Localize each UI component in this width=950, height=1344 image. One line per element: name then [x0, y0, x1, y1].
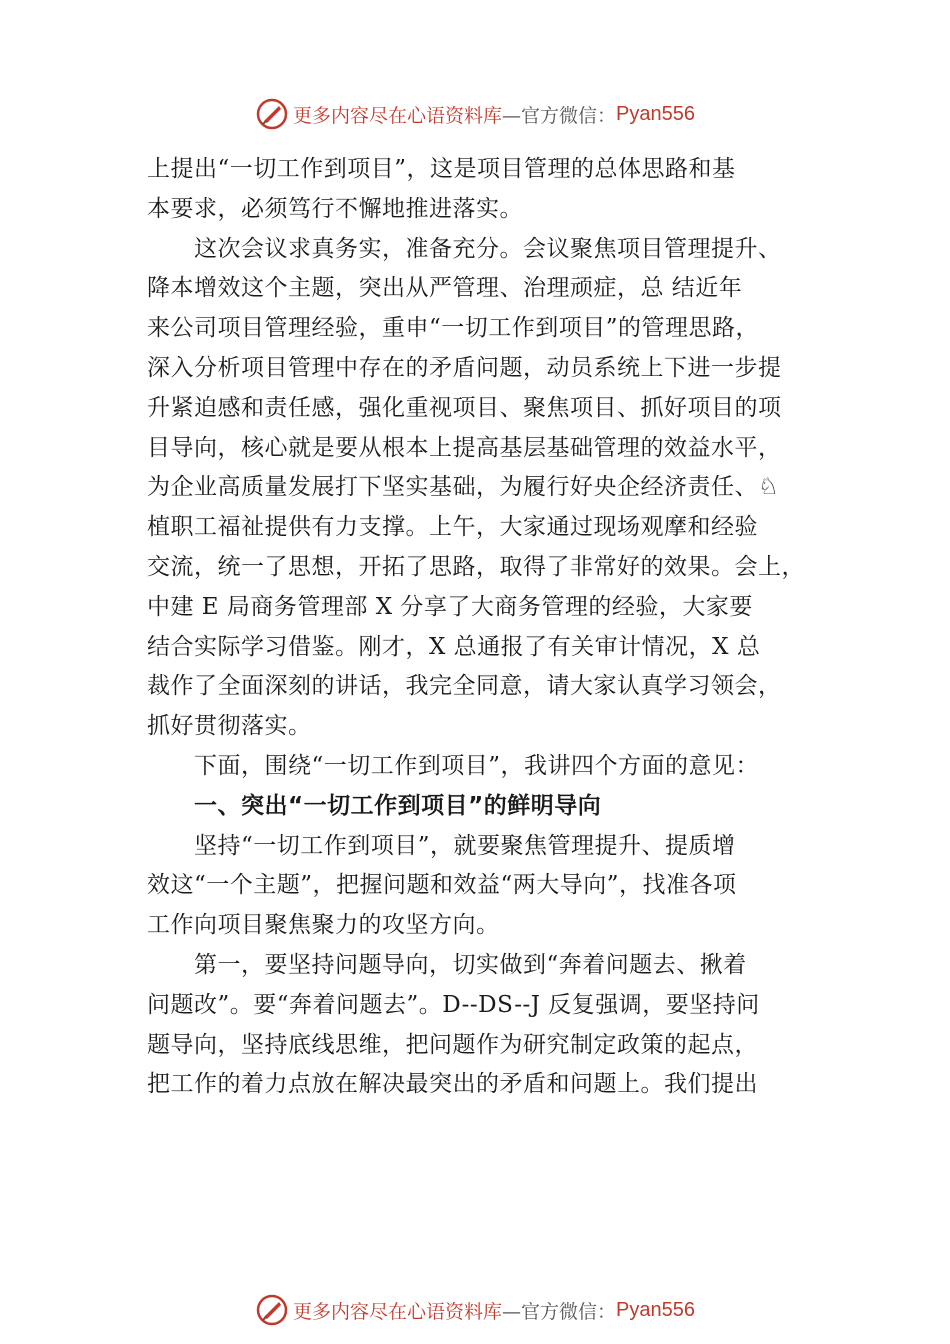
body-line: 抓好贯彻落实。: [147, 713, 312, 740]
body-line: 坚持“一切工作到项目”，就要聚焦管理提升、提质增: [147, 832, 736, 859]
body-line: 工作向项目聚焦聚力的攻坚方向。: [147, 912, 500, 939]
quill-seal-logo-icon: [255, 97, 289, 131]
body-line: 本要求，必须笃行不懈地推进落实。: [147, 195, 523, 222]
body-line: 第一，要坚持问题导向，切实做到“奔着问题去、揪着: [147, 951, 747, 978]
body-line: 植职工福祉提供有力支撑。上午，大家通过现场观摩和经验: [147, 514, 758, 541]
banner-wechat-label: —官方微信：: [502, 104, 617, 127]
header-banner: [0, 94, 950, 134]
body-line: 这次会议求真务实，准备充分。会议聚焦项目管理提升、: [147, 235, 782, 262]
banner-title: 更多内容尽在心语资料库: [293, 1300, 503, 1323]
body-line: 下面，围绕“一切工作到项目”，我讲四个方面的意见：: [147, 752, 760, 779]
body-line: 降本增效这个主题，突出从严管理、治理顽症，总 结近年: [147, 275, 743, 302]
body-line: 交流，统一了思想，开拓了思路，取得了非常好的效果。会上，: [147, 553, 805, 580]
banner-title: 更多内容尽在心语资料库: [293, 104, 503, 127]
document-body: [147, 150, 837, 1105]
body-line: 深入分析项目管理中存在的矛盾问题，动员系统上下进一步提: [147, 354, 782, 381]
banner-wechat-id: Pyan556: [616, 102, 695, 125]
body-line: 为企业高质量发展打下坚实基础，为履行好央企经济责任、♘: [147, 474, 780, 501]
banner-wechat-id: Pyan556: [616, 1298, 695, 1321]
banner-wechat-label: —官方微信：: [502, 1300, 617, 1323]
body-line: 效这“一个主题”，把握问题和效益“两大导向”，找准各项: [147, 872, 737, 899]
body-line: 来公司项目管理经验，重申“一切工作到项目”的管理思路，: [147, 315, 760, 342]
section-heading: 一、突出“一切工作到项目”的鲜明导向: [147, 792, 602, 819]
body-line: 上提出“一切工作到项目”，这是项目管理的总体思路和基: [147, 156, 736, 182]
body-line: 目导向，核心就是要从根本上提高基层基础管理的效益水平，: [147, 434, 782, 461]
body-line: 问题改”。要“奔着问题去”。D--DS--J 反复强调，要坚持问: [147, 991, 760, 1018]
footer-banner: [0, 1290, 950, 1330]
quill-seal-logo-icon: [255, 1293, 289, 1327]
body-line: 裁作了全面深刻的讲话，我完全同意，请大家认真学习领会，: [147, 673, 782, 700]
body-line: 把工作的着力点放在解决最突出的矛盾和问题上。我们提出: [147, 1071, 758, 1098]
body-line: 题导向，坚持底线思维，把问题作为研究制定政策的起点，: [147, 1031, 758, 1058]
body-line: 中建 E 局商务管理部 X 分享了大商务管理的经验，大家要: [147, 593, 753, 620]
body-line: 结合实际学习借鉴。刚才，X 总通报了有关审计情况，X 总: [147, 633, 761, 660]
body-line: 升紧迫感和责任感，强化重视项目、聚焦项目、抓好项目的项: [147, 394, 782, 421]
